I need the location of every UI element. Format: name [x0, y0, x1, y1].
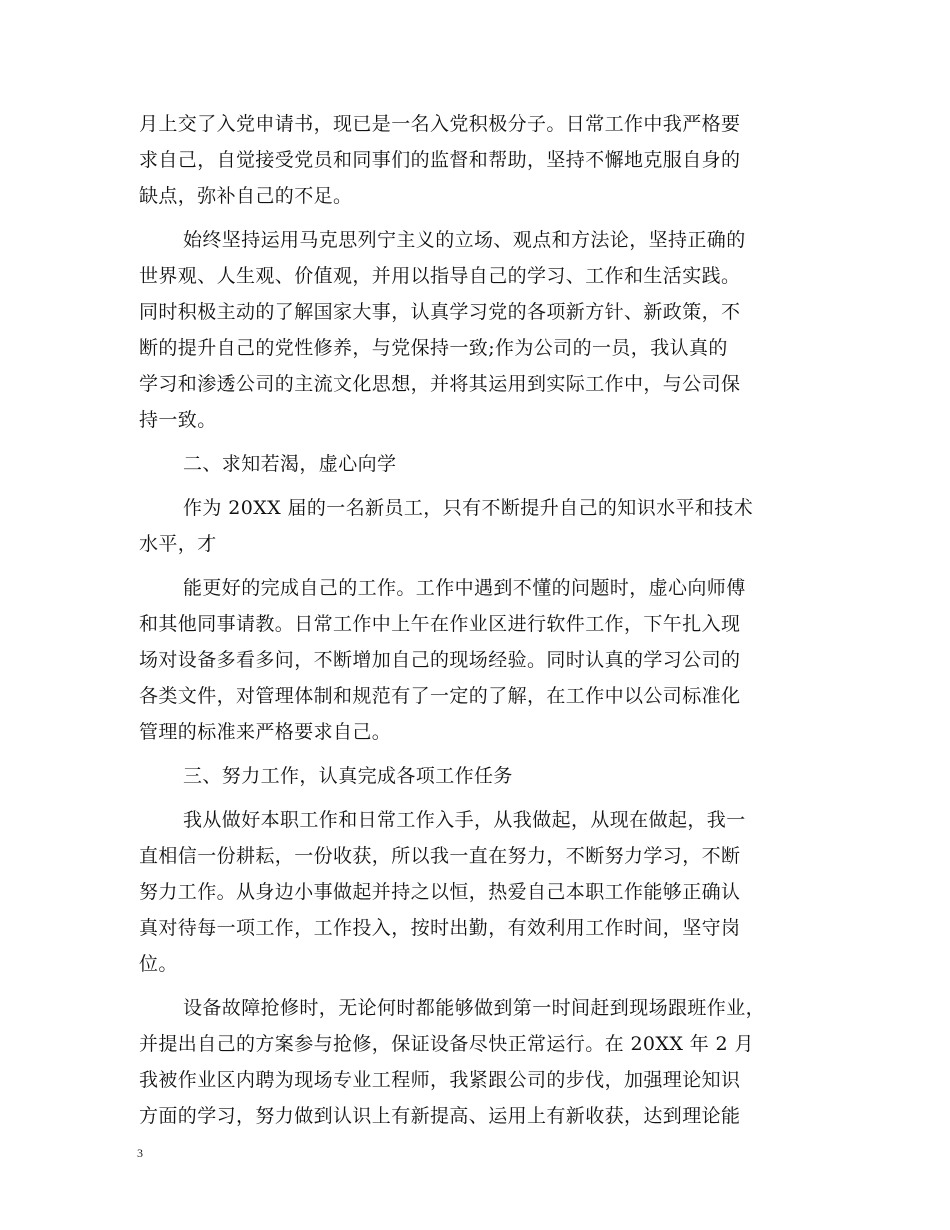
text-line: 月上交了入党申请书，现已是一名入党积极分子。日常工作中我严格要 — [139, 113, 741, 135]
text-line: 直相信一份耕耘，一份收获，所以我一直在努力，不断努力学习，不断 — [139, 845, 741, 867]
paragraph — [139, 490, 819, 562]
text-line: 求自己，自觉接受党员和同事们的监督和帮助，坚持不懈地克服自身的 — [139, 149, 741, 171]
heading-text: 二、求知若渴，虚心向学 — [183, 453, 397, 475]
text-line: 同时积极主动的了解国家大事，认真学习党的各项新方针、新政策，不 — [139, 301, 741, 323]
paragraph — [139, 802, 819, 982]
text-line: 位。 — [139, 953, 178, 975]
text-line: 始终坚持运用马克思列宁主义的立场、观点和方法论，坚持正确的 — [183, 229, 746, 251]
text-line: 真对待每一项工作，工作投入，按时出勤，有效利用工作时间，坚守岗 — [139, 917, 741, 939]
text-line: 断的提升自己的党性修养，与党保持一致;作为公司的一员，我认真的 — [139, 337, 728, 359]
text-line: 持一致。 — [139, 409, 217, 431]
text-line: 各类文件，对管理体制和规范有了一定的了解，在工作中以公司标准化 — [139, 685, 741, 707]
section-heading — [139, 758, 819, 794]
text-line: 努力工作。从身边小事做起并持之以恒，热爱自己本职工作能够正确认 — [139, 881, 741, 903]
heading-text: 三、努力工作，认真完成各项工作任务 — [183, 765, 513, 787]
text-line: 和其他同事请教。日常工作中上午在作业区进行软件工作，下午扎入现 — [139, 613, 741, 635]
text-line: 场对设备多看多问，不断增加自己的现场经验。同时认真的学习公司的 — [139, 649, 741, 671]
text-line: 设备故障抢修时，无论何时都能够做到第一时间赶到现场跟班作业， — [183, 997, 766, 1019]
paragraph — [139, 222, 819, 438]
document-body — [139, 106, 819, 1134]
text-line: 我从做好本职工作和日常工作入手，从我做起，从现在做起，我一 — [183, 809, 746, 831]
paragraph — [139, 990, 819, 1134]
text-line: 作为 20XX 届的一名新员工，只有不断提升自己的知识水平和技术 — [183, 497, 754, 519]
text-line: 世界观、人生观、价值观，并用以指导自己的学习、工作和生活实践。 — [139, 265, 741, 287]
paragraph — [139, 106, 819, 214]
text-line: 水平，才 — [139, 533, 217, 555]
paragraph — [139, 570, 819, 750]
page-number: 3 — [137, 1146, 143, 1160]
text-line: 缺点，弥补自己的不足。 — [139, 185, 353, 207]
section-heading — [139, 446, 819, 482]
text-line: 学习和渗透公司的主流文化思想，并将其运用到实际工作中，与公司保 — [139, 373, 741, 395]
text-line: 并提出自己的方案参与抢修，保证设备尽快正常运行。在 20XX 年 2 月 — [139, 1033, 754, 1055]
text-line: 能更好的完成自己的工作。工作中遇到不懂的问题时，虚心向师傅 — [183, 577, 746, 599]
text-line: 我被作业区内聘为现场专业工程师，我紧跟公司的步伐，加强理论知识 — [139, 1069, 741, 1091]
text-line: 方面的学习，努力做到认识上有新提高、运用上有新收获，达到理论能 — [139, 1105, 741, 1127]
text-line: 管理的标准来严格要求自己。 — [139, 721, 392, 743]
